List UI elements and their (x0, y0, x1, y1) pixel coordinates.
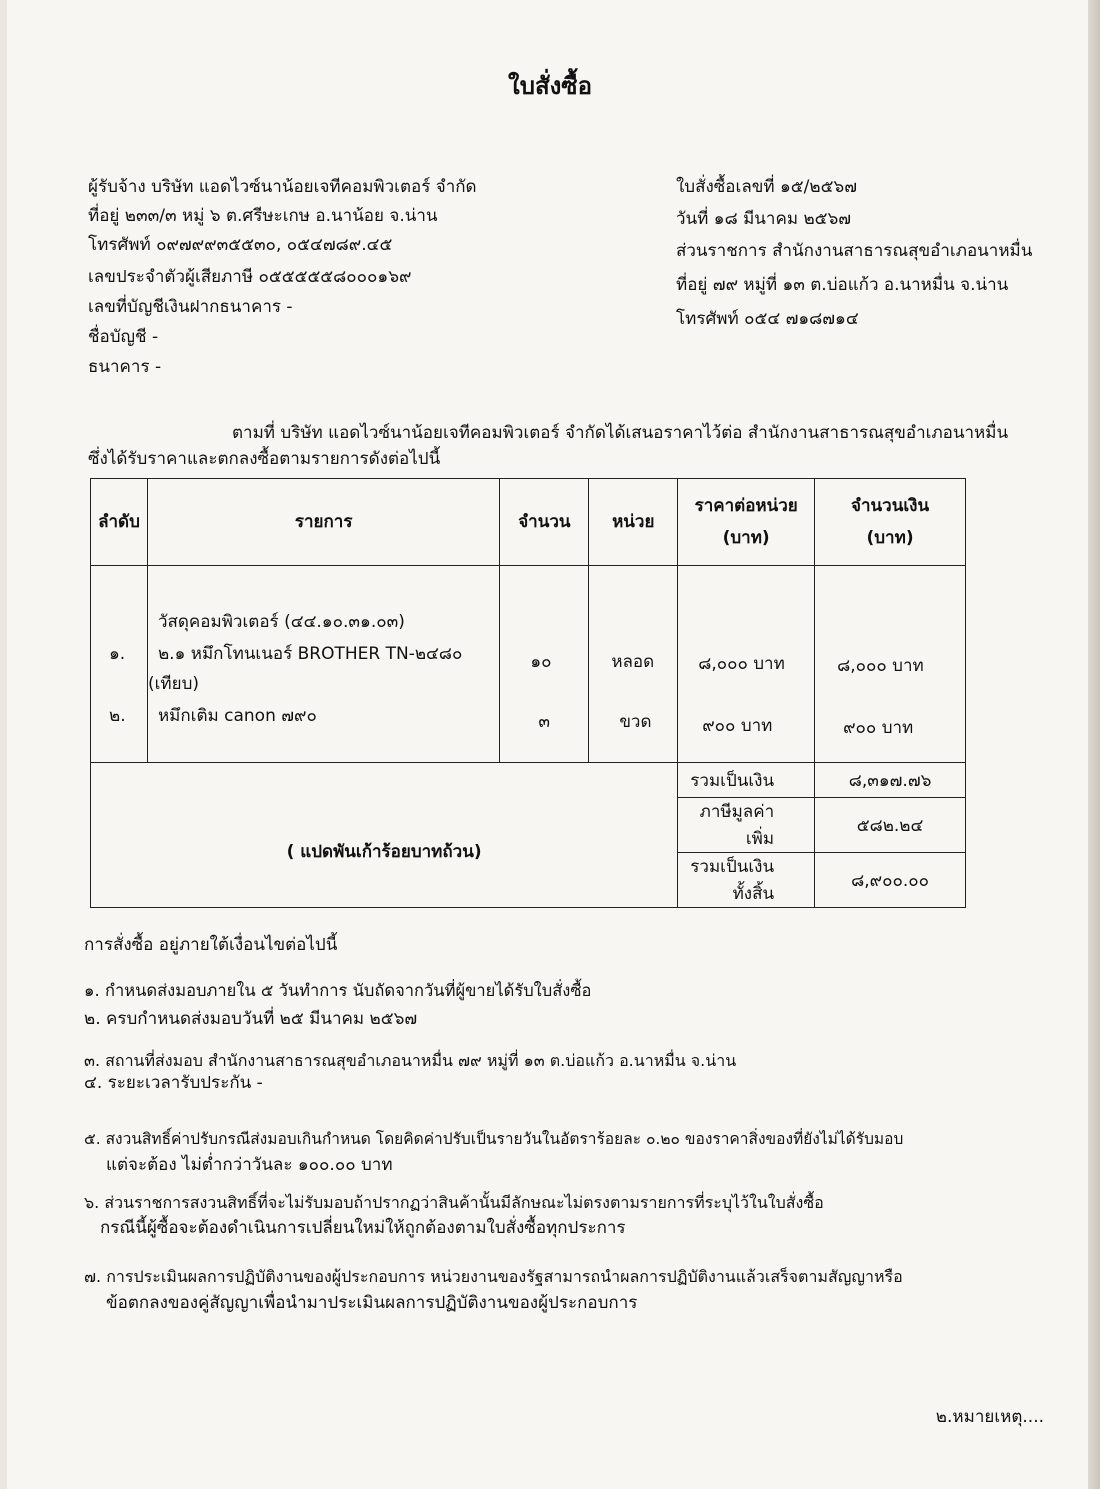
table-header-row (91, 479, 966, 566)
condition-6-line-2: กรณีนี้ผู้ซื้อจะต้องดำเนินการเปลี่ยนใหม่ให้ถูกต้องตามใบสั่งซื้อทุกประการ (100, 1218, 626, 1238)
condition-7-line-2: ข้อตกลงของคู่สัญญาเพื่อนำมาประเมินผลการปฏิบัติงานของผู้ประกอบการ (106, 1293, 638, 1313)
table-row (91, 566, 966, 763)
scan-edge-right (1088, 0, 1100, 1489)
intro-line-1: ตามที่ บริษัท แอดไวซ์นาน้อยเจทีคอมพิวเตอร์ จำกัดได้เสนอราคาไว้ต่อ สำนักงานสาธารณสุขอำเภอนาหมื่น (232, 423, 1009, 443)
qty-cell (500, 566, 589, 763)
row-1-price: ๘,๐๐๐ บาท (698, 654, 785, 674)
header-price (678, 479, 815, 566)
amount-cell (815, 566, 966, 763)
items-table (90, 478, 966, 908)
header-qty: จำนวน (500, 479, 589, 566)
row-2-qty: ๓ (538, 712, 551, 732)
row-2-price: ๙๐๐ บาท (702, 716, 773, 736)
desc-cell (147, 566, 499, 763)
row-1-amount: ๘,๐๐๐ บาท (837, 656, 924, 676)
condition-5-line-2: แต่จะต้อง ไม่ต่ำกว่าวันละ ๑๐๐.๐๐ บาท (106, 1155, 393, 1175)
price-cell (678, 566, 815, 763)
condition-3: ๓. สถานที่ส่งมอบ สำนักงานสาธารณสุขอำเภอนาหมื่น ๗๙ หมู่ที่ ๑๓ ต.บ่อแก้ว อ.นาหมื่น จ.น่าน (84, 1051, 737, 1070)
header-unit: หน่วย (589, 479, 678, 566)
header-desc: รายการ (147, 479, 499, 566)
row-2-desc: หมึกเติม canon ๗๙๐ (157, 706, 317, 726)
conditions-heading: การสั่งซื้อ อยู่ภายใต้เงื่อนไขต่อไปนี้ (84, 935, 338, 955)
vat-value: ๕๘๒.๒๔ (815, 798, 966, 853)
document-title: ใบสั่งซื้อ (507, 72, 593, 100)
header-price-line-2: (บาท) (722, 528, 770, 548)
header-amount-line-1: จำนวนเงิน (851, 496, 930, 516)
condition-1: ๑. กำหนดส่งมอบภายใน ๕ วันทำการ นับถัดจากวันที่ผู้ขายได้รับใบสั่งซื้อ (84, 981, 592, 1000)
category-label: วัสดุคอมพิวเตอร์ (๔๔.๑๐.๓๑.๐๓) (157, 612, 405, 632)
total-value: ๘,๙๐๐.๐๐ (815, 853, 966, 908)
row-2-amount: ๙๐๐ บาท (843, 718, 914, 738)
header-amount-line-2: (บาท) (866, 528, 914, 548)
row-2-unit: ขวด (619, 712, 652, 732)
contractor-phone: โทรศัพท์ ๐๙๗๙๙๓๕๕๓๐, ๐๕๔๗๘๙.๔๕ (88, 235, 393, 255)
order-date: วันที่ ๑๘ มีนาคม ๒๕๖๗ (676, 209, 852, 229)
unit-cell (589, 566, 678, 763)
condition-5-line-1: ๕. สงวนสิทธิ์ค่าปรับกรณีส่งมอบเกินกำหนด โดยคิดค่าปรับเป็นรายวันในอัตราร้อยละ ๐.๒๐ ของราคาสิ่งของที่ยังไม่ได้รับมอบ (84, 1130, 904, 1148)
contractor-bank-account: เลขที่บัญชีเงินฝากธนาคาร - (88, 297, 293, 317)
vat-label: ภาษีมูลค่าเพิ่ม (678, 798, 815, 853)
row-1-desc-note: (เทียบ) (147, 674, 200, 694)
condition-7-line-1: ๗. การประเมินผลการปฏิบัติงานของผู้ประกอบการ หน่วยงานของรัฐสามารถนำผลการปฏิบัติงานแล้วเสร็จตามสัญญาหรือ (84, 1267, 903, 1286)
subtotal-row (91, 763, 966, 798)
condition-6-line-1: ๖. ส่วนราชการสงวนสิทธิ์ที่จะไม่รับมอบถ้าปรากฏว่าสินค้านั้นมีลักษณะไม่ตรงตามรายการที่ระบุไว้ในใบสั่งซื้อ (84, 1193, 824, 1212)
subtotal-value: ๘,๓๑๗.๗๖ (815, 763, 966, 798)
contractor-address: ที่อยู่ ๒๓๓/๓ หมู่ ๖ ต.ศรีษะเกษ อ.นาน้อย จ.น่าน (88, 206, 438, 226)
row-1-seq: ๑. (109, 644, 126, 664)
contractor-bank: ธนาคาร - (88, 357, 162, 377)
order-number: ใบสั่งซื้อเลขที่ ๑๕/๒๕๖๗ (676, 177, 858, 197)
total-label: รวมเป็นเงินทั้งสิ้น (678, 853, 815, 908)
amount-in-words: ( แปดพันเก้าร้อยบาทถ้วน) (91, 763, 678, 908)
contractor-tax-id: เลขประจำตัวผู้เสียภาษี ๐๕๕๕๕๕๘๐๐๐๑๖๙ (88, 267, 412, 287)
contractor-account-name: ชื่อบัญชี - (88, 327, 159, 347)
agency-address: ที่อยู่ ๗๙ หมู่ที่ ๑๓ ต.บ่อแก้ว อ.นาหมื่น จ.น่าน (676, 275, 1009, 295)
header-price-line-1: ราคาต่อหน่วย (694, 496, 798, 516)
subtotal-label: รวมเป็นเงิน (678, 763, 815, 798)
intro-line-2: ซึ่งได้รับราคาและตกลงซื้อตามรายการดังต่อไปนี้ (88, 449, 441, 469)
contractor-name: ผู้รับจ้าง บริษัท แอดไวซ์นาน้อยเจทีคอมพิวเตอร์ จำกัด (88, 177, 477, 197)
row-1-desc: ๒.๑ หมึกโทนเนอร์ BROTHER TN-๒๔๘๐ (157, 644, 463, 664)
scan-edge-left (0, 0, 7, 1489)
condition-4: ๔. ระยะเวลารับประกัน - (84, 1073, 263, 1093)
seq-cell (91, 566, 148, 763)
continued-note: ๒.หมายเหตุ.... (935, 1407, 1044, 1427)
condition-2: ๒. ครบกำหนดส่งมอบวันที่ ๒๕ มีนาคม ๒๕๖๗ (84, 1009, 418, 1029)
row-1-unit: หลอด (611, 652, 655, 672)
row-2-seq: ๒. (109, 706, 126, 726)
row-1-qty: ๑๐ (530, 652, 552, 672)
agency-name: ส่วนราชการ สำนักงานสาธารณสุขอำเภอนาหมื่น (676, 241, 1033, 261)
header-seq: ลำดับ (91, 479, 148, 566)
agency-phone: โทรศัพท์ ๐๕๔ ๗๑๘๗๑๔ (676, 309, 859, 329)
header-amount (815, 479, 966, 566)
